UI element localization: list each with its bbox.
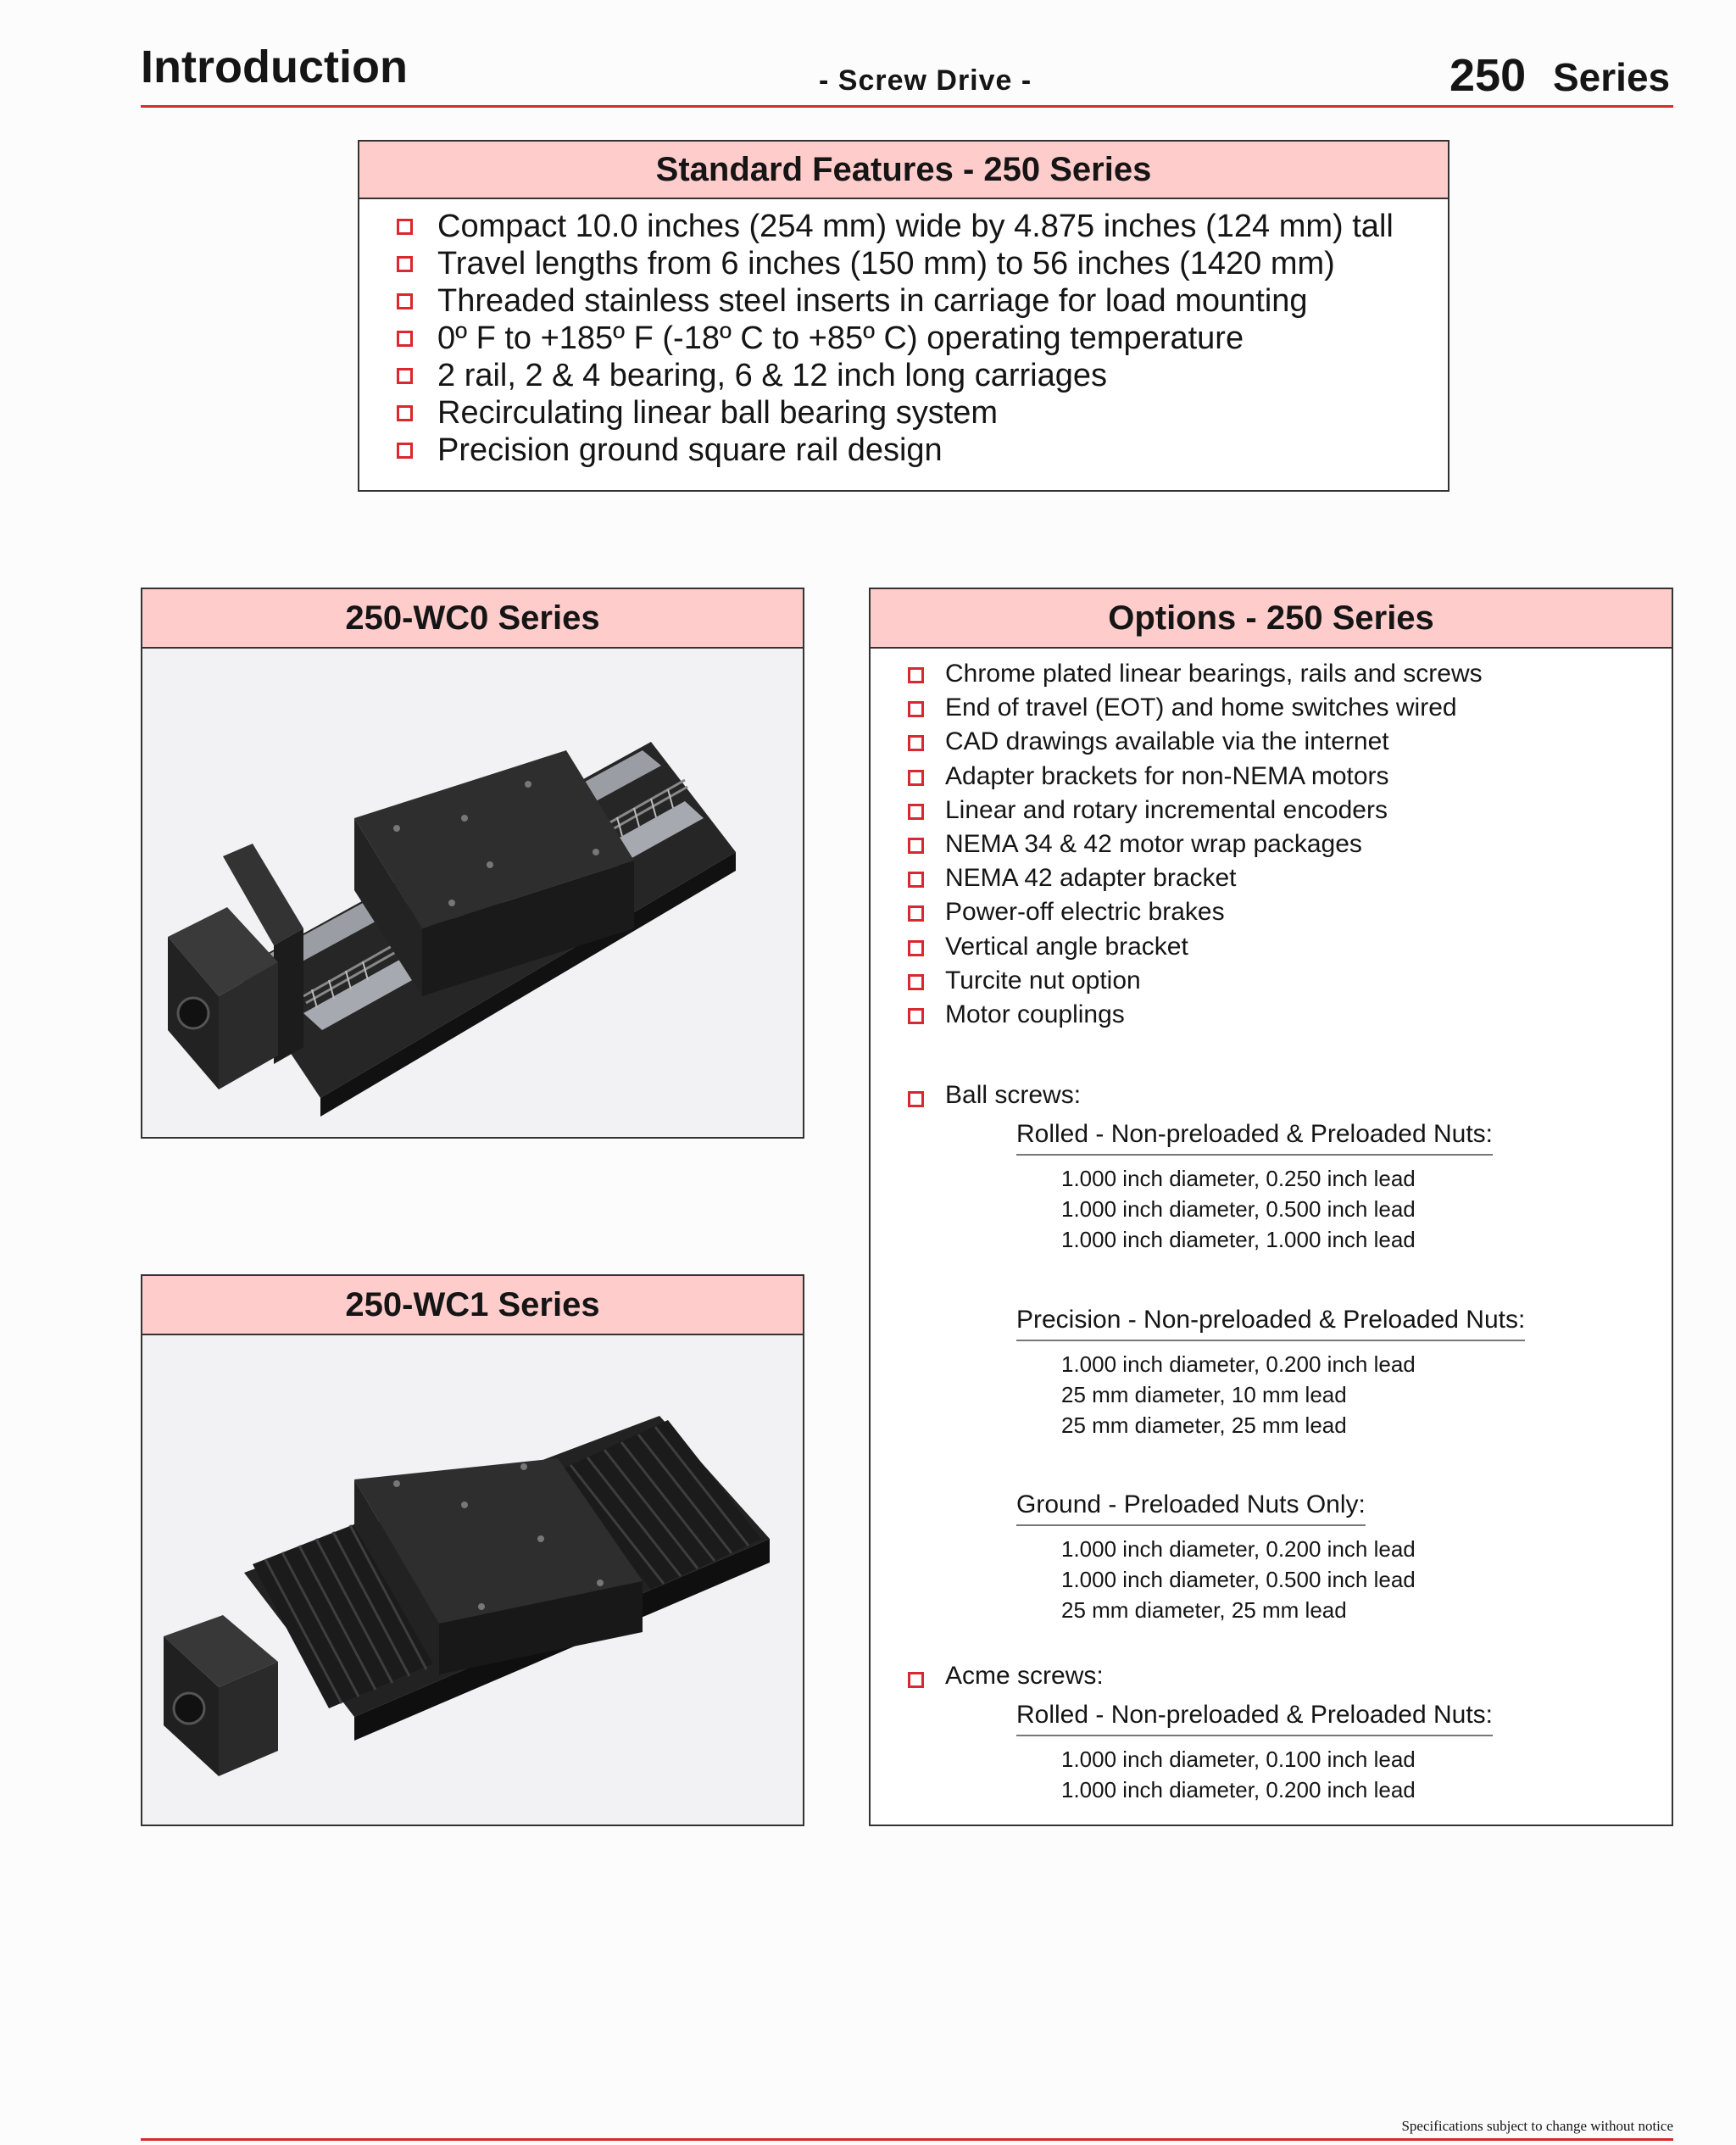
feature-text: 0º F to +185º F (-18º C to +85º C) operating temperature: [437, 320, 1244, 356]
ball-ground-specs: 1.000 inch diameter, 0.200 inch lead 1.000 inch diameter, 0.500 inch lead 25 mm diameter, 25 mm lead: [1061, 1536, 1416, 1623]
bullet-icon: [908, 1008, 924, 1024]
feature-text: Precision ground square rail design: [437, 432, 943, 468]
option-item: Power-off electric brakes: [908, 895, 1483, 929]
bullet-icon: [397, 331, 413, 347]
options-box: [869, 588, 1673, 1826]
feature-text: Recirculating linear ball bearing system: [437, 395, 999, 431]
linear-stage-bellows-cover-image: [142, 1335, 803, 1825]
bullet-icon: [397, 219, 413, 235]
option-item: NEMA 34 & 42 motor wrap packages: [908, 827, 1483, 861]
series-word: Series: [1553, 55, 1671, 99]
feature-text: 2 rail, 2 & 4 bearing, 6 & 12 inch long carriages: [437, 358, 1108, 393]
bullet-icon: [908, 940, 924, 956]
bullet-icon: [908, 872, 924, 888]
option-item: Turcite nut option: [908, 964, 1483, 998]
feature-text: Compact 10.0 inches (254 mm) wide by 4.875 inches (124 mm) tall: [437, 209, 1394, 244]
product-box-wc0: [141, 588, 804, 1139]
ball-rolled-specs: 1.000 inch diameter, 0.250 inch lead 1.000 inch diameter, 0.500 inch lead 1.000 inch diameter, 1.000 inch lead: [1061, 1166, 1416, 1252]
ball-precision-title: Precision - Non-preloaded & Preloaded Nuts:: [1016, 1306, 1525, 1341]
bullet-icon: [908, 701, 924, 717]
feature-text: Threaded stainless steel inserts in carriage for load mounting: [437, 283, 1308, 319]
linear-stage-open-rails-image: [142, 649, 803, 1137]
options-heading: Options - 250 Series: [871, 589, 1672, 649]
standard-features-heading: Standard Features - 250 Series: [359, 142, 1448, 199]
feature-item: [395, 282, 1394, 320]
option-item: End of travel (EOT) and home switches wired: [908, 691, 1483, 725]
stage-illustration-wc1: [142, 1335, 803, 1825]
bullet-icon: [397, 293, 413, 309]
footer-note: Specifications subject to change without notice: [1401, 2118, 1673, 2134]
option-item: Linear and rotary incremental encoders: [908, 794, 1483, 827]
page-subtitle: - Screw Drive -: [819, 64, 1032, 97]
bullet-icon: [908, 905, 924, 922]
acme-rolled-title: Rolled - Non-preloaded & Preloaded Nuts:: [1016, 1701, 1493, 1736]
option-item: CAD drawings available via the internet: [908, 725, 1483, 759]
bullet-icon: [397, 405, 413, 421]
bullet-icon: [397, 368, 413, 384]
ball-precision-specs: 1.000 inch diameter, 0.200 inch lead 25 mm diameter, 10 mm lead 25 mm diameter, 25 mm lead: [1061, 1351, 1416, 1438]
option-item: Adapter brackets for non-NEMA motors: [908, 760, 1483, 794]
bullet-icon: [908, 667, 924, 683]
feature-item: [395, 394, 1394, 432]
option-item: NEMA 42 adapter bracket: [908, 861, 1483, 895]
acme-screws-label: Acme screws:: [908, 1662, 1104, 1691]
option-item: Chrome plated linear bearings, rails and screws: [908, 657, 1483, 691]
bullet-icon: [908, 735, 924, 751]
standard-features-box: [358, 140, 1449, 492]
bullet-icon: [908, 838, 924, 854]
bullet-icon: [908, 1672, 924, 1688]
option-item: Motor couplings: [908, 998, 1483, 1032]
bullet-icon: [908, 770, 924, 786]
product-box-wc1: [141, 1274, 804, 1826]
ball-screws-label: Ball screws:: [908, 1081, 1081, 1110]
bullet-icon: [397, 256, 413, 272]
product-heading-wc0: 250-WC0 Series: [142, 589, 803, 649]
ball-ground-title: Ground - Preloaded Nuts Only:: [1016, 1490, 1366, 1526]
ball-rolled-title: Rolled - Non-preloaded & Preloaded Nuts:: [1016, 1120, 1493, 1156]
bullet-icon: [397, 443, 413, 459]
stage-illustration-wc0: [142, 649, 803, 1137]
footer-divider: [141, 2138, 1673, 2141]
page-title: Introduction: [141, 42, 408, 92]
series-number: 250: [1449, 50, 1527, 101]
acme-rolled-specs: 1.000 inch diameter, 0.100 inch lead 1.000 inch diameter, 0.200 inch lead: [1061, 1747, 1416, 1802]
feature-item: [395, 432, 1394, 469]
bullet-icon: [908, 804, 924, 820]
feature-item: [395, 245, 1394, 282]
product-heading-wc1: 250-WC1 Series: [142, 1276, 803, 1335]
bullet-icon: [908, 974, 924, 990]
feature-item: [395, 320, 1394, 357]
header-divider: [141, 105, 1673, 108]
option-item: Vertical angle bracket: [908, 930, 1483, 964]
standard-features-list: [395, 208, 1394, 469]
options-list: [908, 657, 1483, 1032]
feature-text: Travel lengths from 6 inches (150 mm) to 56 inches (1420 mm): [437, 246, 1335, 281]
bullet-icon: [908, 1091, 924, 1107]
feature-item: [395, 208, 1394, 245]
feature-item: [395, 357, 1394, 394]
